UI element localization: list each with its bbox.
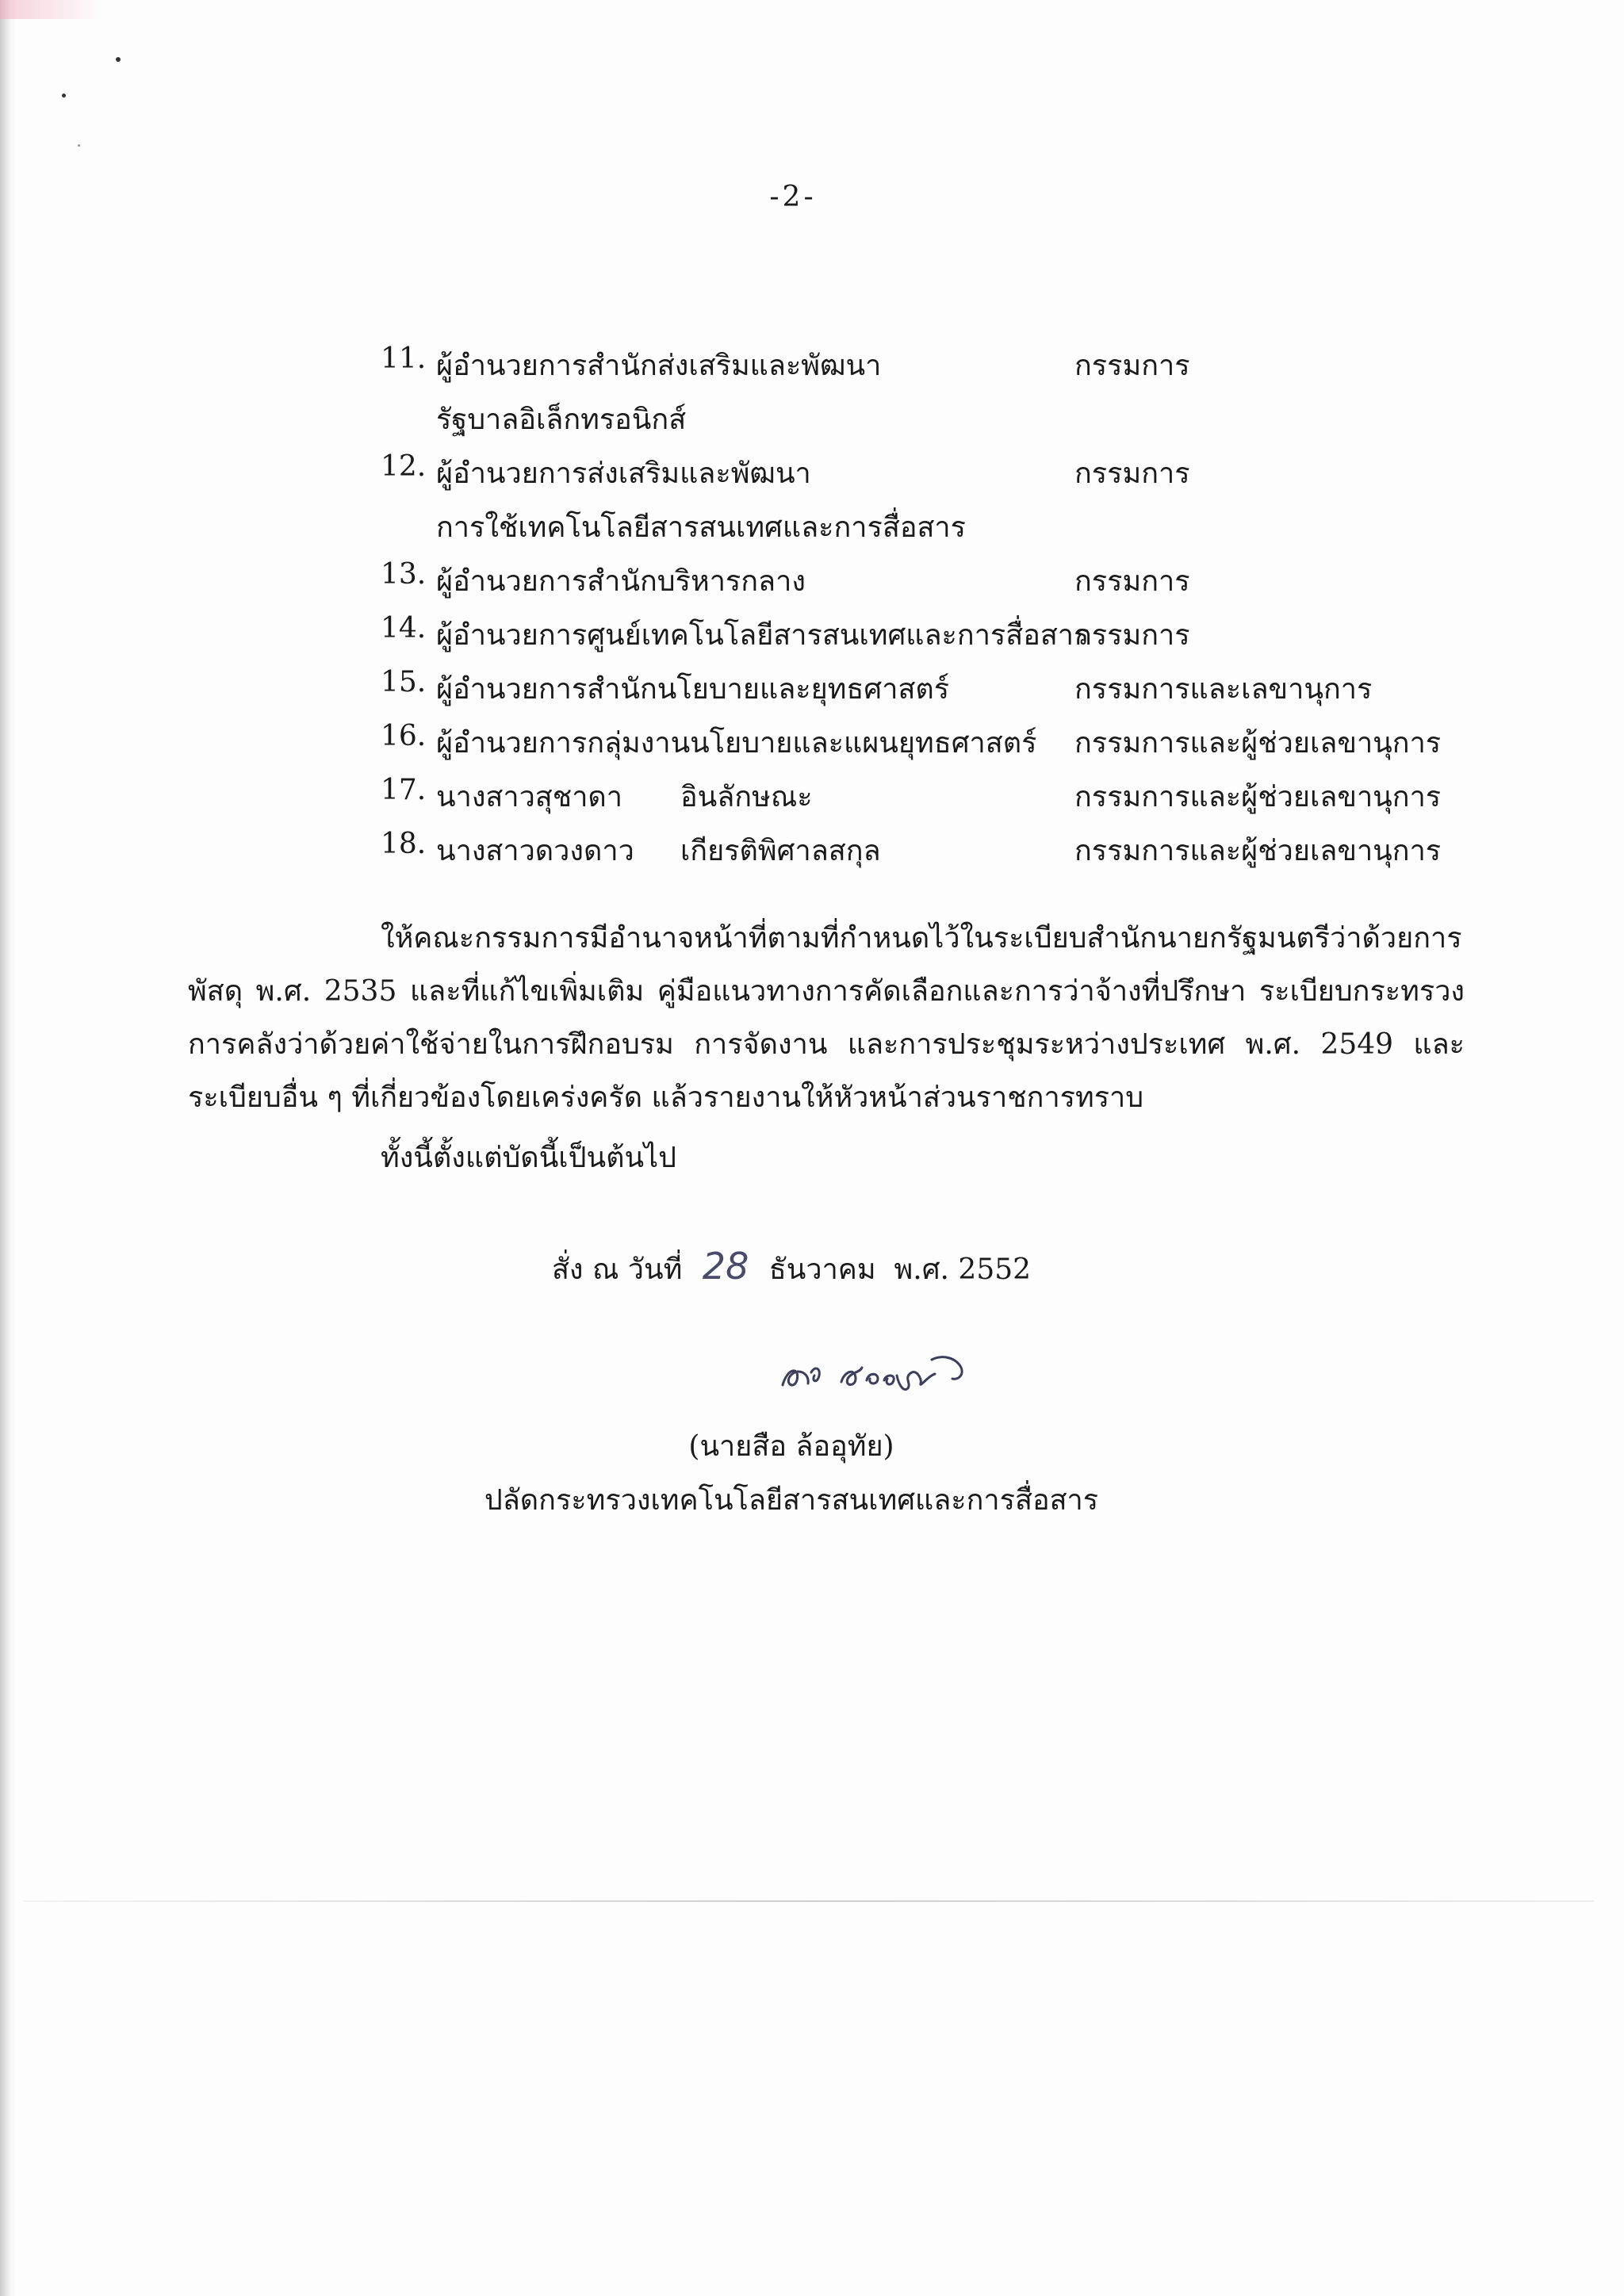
member-name: ผู้อำนวยการสำนักบริหารกลาง	[436, 565, 806, 598]
date-month: ธันวาคม	[768, 1253, 876, 1286]
member-name-continued: การใช้เทคโนโลยีสารสนเทศและการสื่อสาร	[436, 511, 966, 544]
member-name: ผู้อำนวยการสำนักนโยบายและยุทธศาสตร์	[436, 673, 950, 706]
member-role: กรรมการ	[1074, 619, 1190, 652]
member-role: กรรมการและผู้ช่วยเลขานุการ	[1074, 835, 1442, 867]
member-number: 12.	[381, 450, 427, 483]
member-name-continued: รัฐบาลอิเล็กทรอนิกส์	[436, 404, 687, 436]
duties-paragraph	[188, 912, 1465, 1124]
duties-paragraph-text: ให้คณะกรรมการมีอำนาจหน้าที่ตามที่กำหนดไว้ในระเบียบสำนักนายกรัฐมนตรีว่าด้วยการพัสดุ พ.ศ. 2535 และที่แก้ไขเพิ่มเติม คู่มือแนวทางการคัดเลือกและการว่าจ้างที่ปรึกษา ระเบียบกระทรวงการคลังว่าด้วยค่าใช้จ่ายในการฝึกอบรม การจัดงาน และการประชุมระหว่างประเทศ พ.ศ. 2549 และระเบียบอื่น ๆ ที่เกี่ยวข้องโดยเคร่งครัด แล้วรายงานให้หัวหน้าส่วนราชการทราบ	[188, 922, 1465, 1114]
scan-color-artifact	[0, 0, 103, 19]
member-number: 14.	[381, 612, 427, 645]
member-name: ผู้อำนวยการส่งเสริมและพัฒนา	[436, 457, 811, 490]
member-role: กรรมการ	[1074, 565, 1190, 598]
effective-date-line: ทั้งนี้ตั้งแต่บัดนี้เป็นต้นไป	[381, 1142, 677, 1174]
member-role: กรรมการและเลขานุการ	[1074, 673, 1373, 706]
scan-speck	[78, 144, 80, 147]
date-prefix: สั่ง ณ วันที่	[551, 1253, 683, 1286]
member-name: ผู้อำนวยการศูนย์เทคโนโลยีสารสนเทศและการสื่อสาร	[436, 619, 1090, 652]
member-role: กรรมการและผู้ช่วยเลขานุการ	[1074, 727, 1442, 760]
member-role: กรรมการและผู้ช่วยเลขานุการ	[1074, 781, 1442, 813]
member-name: นางสาวสุชาดา	[436, 781, 623, 813]
member-number: 13.	[381, 558, 427, 591]
member-number: 17.	[381, 774, 427, 806]
member-number: 15.	[381, 666, 427, 698]
member-name: นางสาวดวงดาว	[436, 835, 634, 867]
scan-edge-shadow	[0, 0, 16, 2296]
member-number: 11.	[381, 342, 427, 375]
member-role: กรรมการ	[1074, 457, 1190, 490]
member-name: ผู้อำนวยการสำนักส่งเสริมและพัฒนา	[436, 350, 882, 382]
order-date	[0, 1245, 1583, 1292]
date-year: พ.ศ. 2552	[894, 1253, 1032, 1286]
handwritten-signature	[773, 1344, 979, 1399]
member-role: กรรมการ	[1074, 350, 1190, 382]
member-number: 18.	[381, 828, 427, 860]
scan-fold-line	[24, 1900, 1594, 1902]
date-day-handwritten: 28	[702, 1245, 749, 1288]
page-number: -2-	[769, 181, 817, 213]
member-surname: อินลักษณะ	[680, 781, 813, 813]
scan-speck	[62, 94, 66, 98]
signer-printed-name: (นายสือ ล้ออุทัย)	[688, 1430, 894, 1463]
signer-title: ปลัดกระทรวงเทคโนโลยีสารสนเทศและการสื่อสาร	[484, 1484, 1099, 1517]
scan-speck	[116, 57, 121, 62]
member-number: 16.	[381, 720, 427, 752]
member-name: ผู้อำนวยการกลุ่มงานนโยบายและแผนยุทธศาสตร์	[436, 727, 1037, 760]
member-surname: เกียรติพิศาลสกุล	[680, 835, 881, 867]
